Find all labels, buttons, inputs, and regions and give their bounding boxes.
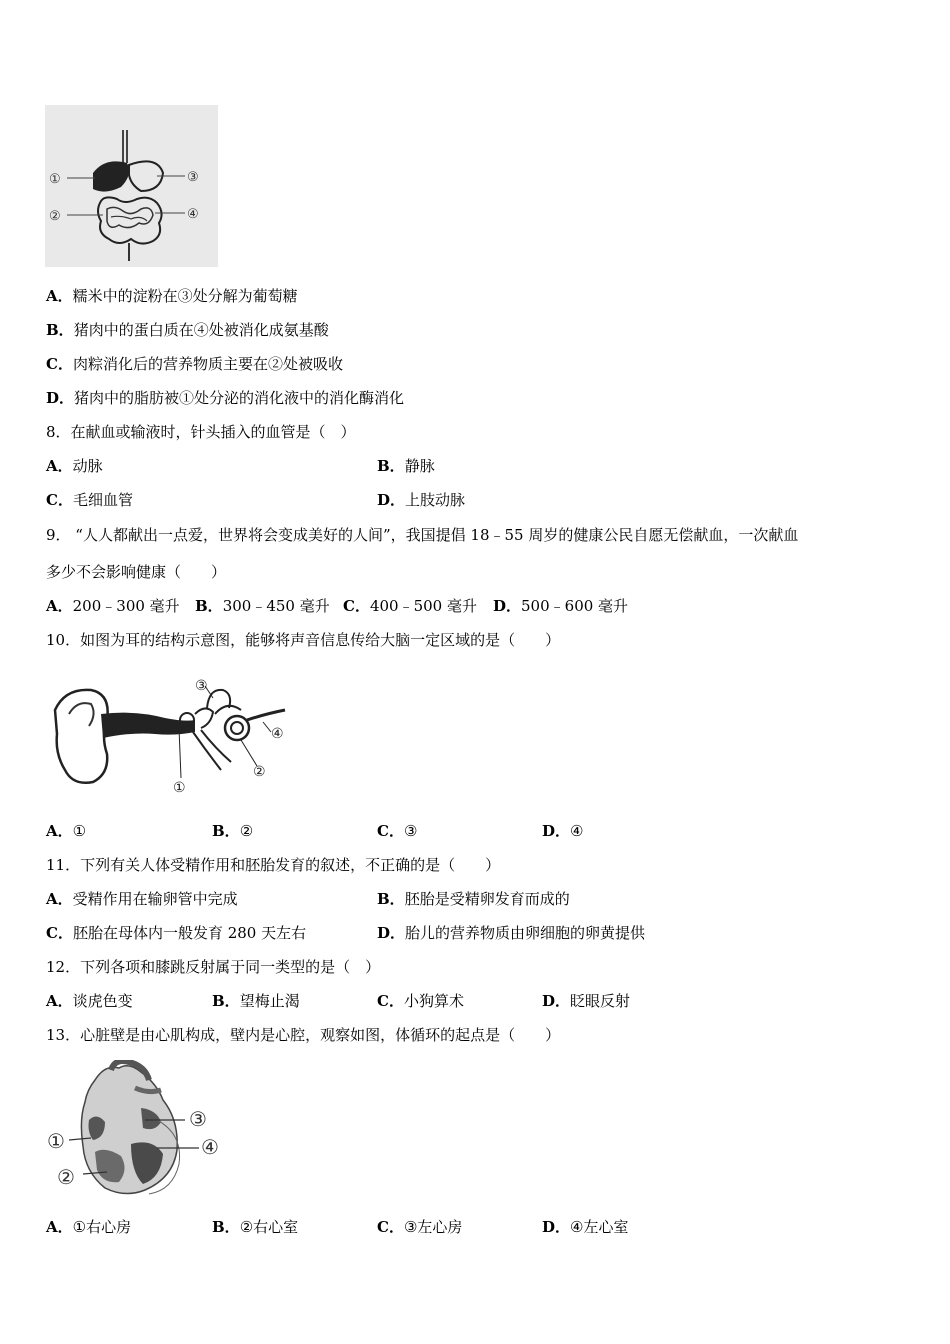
option-letter: D． — [542, 822, 571, 840]
option-text: 糯米中的淀粉在③处分解为葡萄糖 — [72, 287, 298, 305]
option-text: ③左心房 — [403, 1218, 463, 1236]
q13-stem: 13．心脏壁是由心肌构成，壁内是心腔，观察如图，体循环的起点是（ ） — [46, 1026, 561, 1044]
ear-structure-figure — [45, 674, 295, 796]
option-letter: B． — [46, 321, 74, 339]
option-letter: B． — [212, 822, 240, 840]
option-text: 受精作用在输卵管中完成 — [72, 890, 238, 908]
q8-option-a — [46, 456, 103, 476]
figure-label-2: ② — [49, 209, 61, 224]
figure-label-4: ④ — [271, 726, 284, 742]
option-text: 胚胎在母体内一般发育 280 天左右 — [72, 924, 307, 942]
option-letter: A． — [46, 287, 73, 305]
option-letter: C． — [46, 924, 73, 942]
figure-label-4: ④ — [187, 207, 199, 222]
option-text: 500﹣600 毫升 — [521, 597, 629, 615]
q9-option-b — [195, 596, 330, 616]
q9-option-a — [46, 596, 180, 616]
option-text: ② — [239, 822, 254, 840]
option-text: 胎儿的营养物质由卵细胞的卵黄提供 — [405, 924, 646, 942]
option-text: 静脉 — [404, 457, 435, 475]
q7-option-b — [46, 320, 329, 340]
q12-option-c — [377, 991, 464, 1011]
heart-structure-figure — [45, 1060, 230, 1200]
option-text: 谈虎色变 — [72, 992, 133, 1010]
option-letter: C． — [46, 355, 73, 373]
option-letter: D． — [493, 597, 522, 615]
figure-label-3: ③ — [195, 678, 208, 694]
option-letter: B． — [377, 890, 405, 908]
option-text: ③ — [403, 822, 418, 840]
option-letter: D． — [542, 992, 571, 1010]
figure-label-1: ① — [47, 1129, 65, 1153]
figure-label-2: ② — [253, 764, 266, 780]
q9-stem-line2: 多少不会影响健康（ ） — [46, 563, 227, 581]
q11-option-d — [377, 923, 645, 943]
option-letter: A． — [46, 992, 73, 1010]
q12-option-b — [212, 991, 300, 1011]
option-text: 小狗算术 — [403, 992, 464, 1010]
option-letter: C． — [46, 491, 73, 509]
option-text: 眨眼反射 — [570, 992, 631, 1010]
q8-option-d — [377, 490, 465, 510]
q9-stem-line1: 9． “人人都献出一点爱，世界将会变成美好的人间”，我国提倡 18﹣55 周岁的健康公民自愿无偿献血，一次献血 — [46, 526, 799, 544]
option-letter: A． — [46, 822, 73, 840]
option-letter: A． — [46, 1218, 73, 1236]
figure-label-2: ② — [57, 1165, 75, 1189]
option-text: ①右心房 — [72, 1218, 132, 1236]
q12-stem: 12．下列各项和膝跳反射属于同一类型的是（ ） — [46, 958, 381, 976]
option-letter: D． — [46, 389, 75, 407]
q8-option-b — [377, 456, 435, 476]
q11-option-c — [46, 923, 306, 943]
option-letter: B． — [212, 992, 240, 1010]
q13-option-c — [377, 1217, 462, 1237]
q11-option-a — [46, 889, 238, 909]
option-letter: B． — [212, 1218, 240, 1236]
option-text: ① — [72, 822, 87, 840]
figure-label-1: ① — [173, 780, 186, 796]
option-letter: A． — [46, 457, 73, 475]
q10-option-a — [46, 821, 86, 841]
option-text: 肉粽消化后的营养物质主要在②处被吸收 — [72, 355, 343, 373]
option-text: 猪肉中的蛋白质在④处被消化成氨基酸 — [73, 321, 329, 339]
option-letter: C． — [343, 597, 370, 615]
option-letter: C． — [377, 822, 404, 840]
option-text: 望梅止渴 — [239, 992, 300, 1010]
digestive-system-figure — [45, 105, 218, 267]
q12-option-d — [542, 991, 630, 1011]
q13-option-b — [212, 1217, 298, 1237]
q8-stem: 8．在献血或输液时，针头插入的血管是（ ） — [46, 423, 356, 441]
option-text: 上肢动脉 — [405, 491, 466, 509]
q11-stem: 11．下列有关人体受精作用和胚胎发育的叙述，不正确的是（ ） — [46, 856, 501, 874]
option-letter: B． — [195, 597, 223, 615]
figure-label-1: ① — [49, 172, 61, 187]
figure-label-4: ④ — [201, 1135, 219, 1159]
option-text: 毛细血管 — [72, 491, 133, 509]
q10-option-b — [212, 821, 253, 841]
option-text: 胚胎是受精卵发育而成的 — [404, 890, 570, 908]
figure-label-3: ③ — [187, 170, 199, 185]
option-text: 400﹣500 毫升 — [369, 597, 477, 615]
q8-option-c — [46, 490, 133, 510]
option-text: 猪肉中的脂肪被①处分泌的消化液中的消化酶消化 — [74, 389, 405, 407]
figure-label-3: ③ — [189, 1107, 207, 1131]
q10-stem: 10．如图为耳的结构示意图，能够将声音信息传给大脑一定区域的是（ ） — [46, 631, 561, 649]
option-text: ②右心室 — [239, 1218, 299, 1236]
option-letter: D． — [377, 491, 406, 509]
option-letter: D． — [377, 924, 406, 942]
q10-option-d — [542, 821, 583, 841]
q9-option-c — [343, 596, 477, 616]
q10-option-c — [377, 821, 417, 841]
option-letter: B． — [377, 457, 405, 475]
q7-option-c — [46, 354, 343, 374]
q13-option-d — [542, 1217, 628, 1237]
q9-option-d — [493, 596, 628, 616]
option-text: 动脉 — [72, 457, 103, 475]
option-letter: C． — [377, 992, 404, 1010]
option-text: ④左心室 — [570, 1218, 629, 1236]
q12-option-a — [46, 991, 133, 1011]
q7-option-d — [46, 388, 404, 408]
option-letter: A． — [46, 597, 73, 615]
q11-option-b — [377, 889, 570, 909]
q7-option-a — [46, 286, 298, 306]
option-text: 200﹣300 毫升 — [72, 597, 180, 615]
option-text: 300﹣450 毫升 — [222, 597, 330, 615]
option-letter: A． — [46, 890, 73, 908]
option-text: ④ — [570, 822, 584, 840]
option-letter: C． — [377, 1218, 404, 1236]
q13-option-a — [46, 1217, 131, 1237]
option-letter: D． — [542, 1218, 571, 1236]
